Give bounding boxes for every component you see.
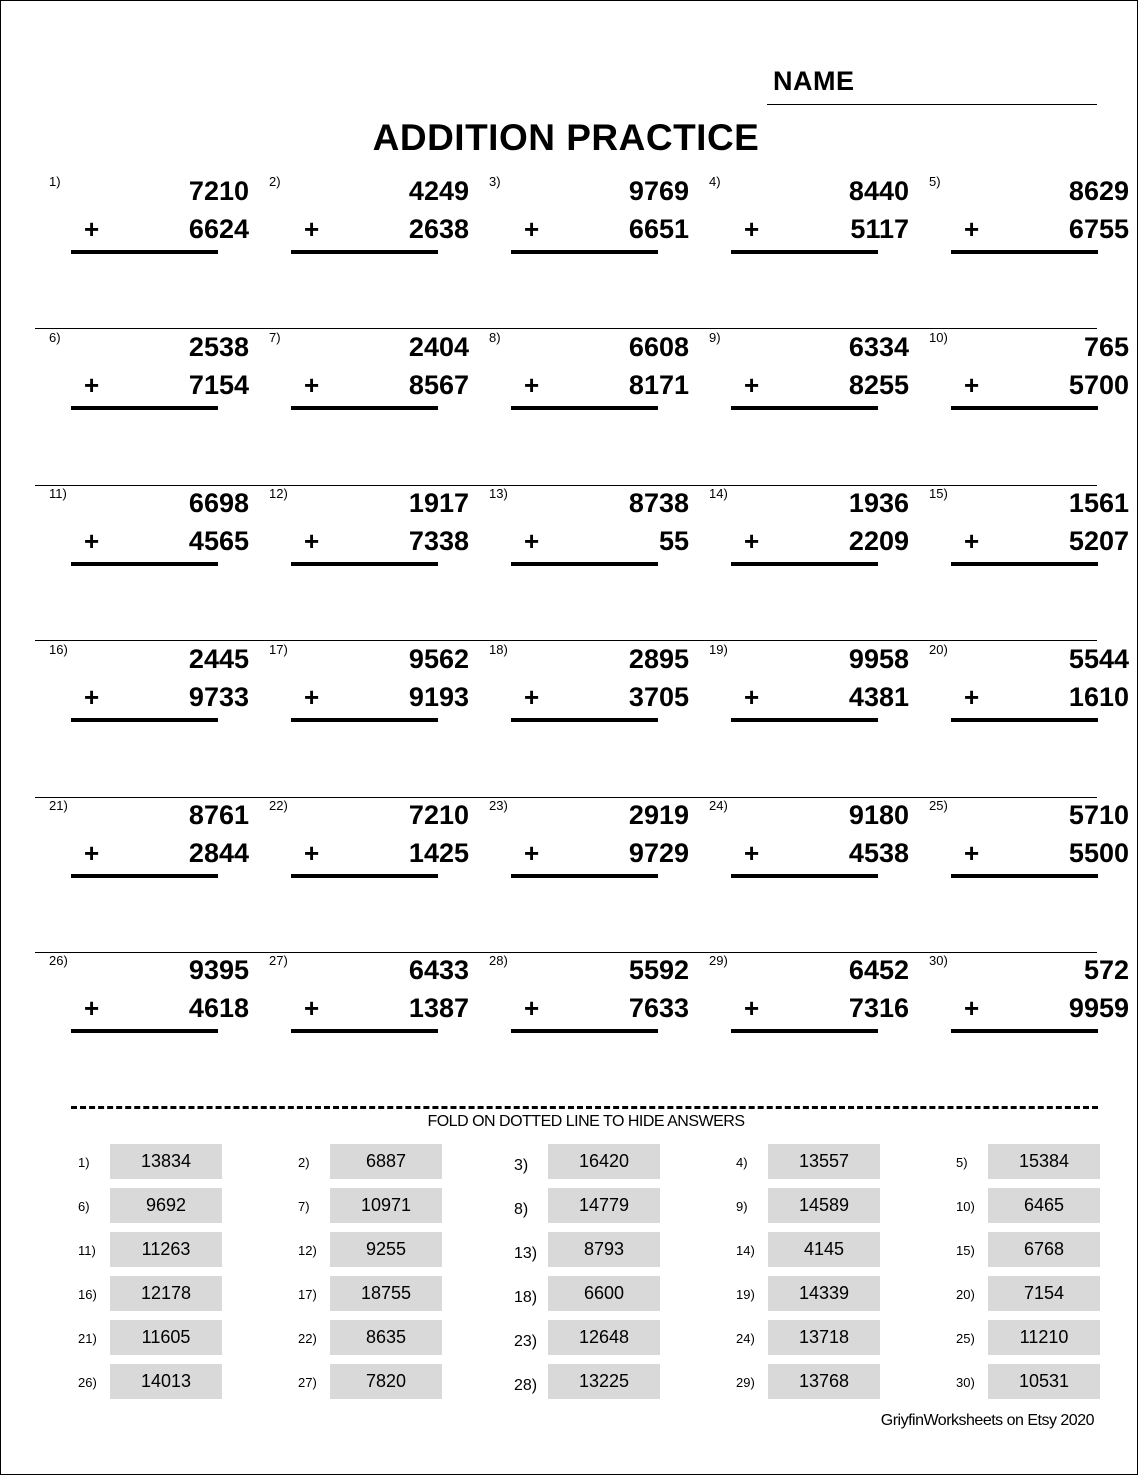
answer-number: 18) (514, 1289, 538, 1306)
bottom-addend: 5117 (850, 214, 909, 244)
bottom-addend: 5500 (1068, 838, 1129, 868)
top-addend: 6698 (188, 488, 249, 518)
top-addend: 7210 (188, 176, 249, 206)
problem-27 (269, 953, 489, 1073)
answer-number: 28) (514, 1377, 538, 1394)
problem-14 (709, 486, 929, 606)
answer-number: 15) (956, 1243, 975, 1258)
answer-value: 10971 (330, 1188, 442, 1223)
bottom-addend: 9733 (188, 682, 249, 712)
answer-number: 26) (78, 1375, 97, 1390)
plus-sign: + (304, 526, 320, 556)
top-addend: 8761 (188, 800, 249, 830)
bottom-addend: 2638 (408, 214, 469, 244)
bottom-addend: 8255 (848, 370, 909, 400)
answer-value: 13718 (768, 1320, 880, 1355)
problem-28 (489, 953, 709, 1073)
problem-number: 11) (49, 486, 67, 501)
plus-sign: + (964, 682, 980, 712)
sum-line (951, 250, 1098, 254)
bottom-addend: 6651 (628, 214, 689, 244)
plus-sign: + (84, 838, 100, 868)
sum-line (951, 874, 1098, 878)
problem-26 (49, 953, 269, 1073)
problem-22 (269, 798, 489, 918)
problem-number: 30) (929, 953, 948, 968)
plus-sign: + (84, 526, 100, 556)
answer-number: 27) (298, 1375, 317, 1390)
answer-number: 20) (956, 1287, 975, 1302)
answer-value: 13557 (768, 1144, 880, 1179)
sum-line (71, 874, 218, 878)
problem-4 (709, 174, 929, 294)
answer-value: 13768 (768, 1364, 880, 1399)
top-addend: 572 (1083, 955, 1129, 985)
sum-line (71, 406, 218, 410)
sum-line (291, 718, 438, 722)
answer-value: 11263 (110, 1232, 222, 1267)
problem-29 (709, 953, 929, 1073)
problem-10 (929, 330, 1140, 450)
sum-line (291, 250, 438, 254)
problem-number: 26) (49, 953, 68, 968)
plus-sign: + (524, 214, 540, 244)
top-addend: 5592 (628, 955, 689, 985)
problem-number: 10) (929, 330, 948, 345)
answer-value: 8793 (548, 1232, 660, 1267)
top-addend: 7210 (408, 800, 469, 830)
bottom-addend: 1610 (1068, 682, 1129, 712)
answer-number: 30) (956, 1375, 975, 1390)
sum-line (731, 874, 878, 878)
answer-value: 8635 (330, 1320, 442, 1355)
sum-line (731, 1029, 878, 1033)
top-addend: 5710 (1068, 800, 1129, 830)
answer-number: 2) (298, 1155, 310, 1170)
problem-number: 6) (49, 330, 61, 345)
bottom-addend: 7154 (188, 370, 249, 400)
problem-number: 17) (269, 642, 288, 657)
plus-sign: + (964, 993, 980, 1023)
problem-number: 27) (269, 953, 288, 968)
top-addend: 9958 (848, 644, 909, 674)
problem-number: 4) (709, 174, 721, 189)
plus-sign: + (84, 993, 100, 1023)
sum-line (951, 406, 1098, 410)
bottom-addend: 1387 (408, 993, 469, 1023)
bottom-addend: 4565 (188, 526, 249, 556)
answer-number: 7) (298, 1199, 310, 1214)
problem-5 (929, 174, 1140, 294)
problem-9 (709, 330, 929, 450)
top-addend: 2538 (188, 332, 249, 362)
top-addend: 8738 (628, 488, 689, 518)
top-addend: 9395 (188, 955, 249, 985)
answer-number: 9) (736, 1199, 748, 1214)
problem-23 (489, 798, 709, 918)
answer-value: 14779 (548, 1188, 660, 1223)
answer-number: 10) (956, 1199, 975, 1214)
plus-sign: + (524, 838, 540, 868)
credit-text: GriyfinWorksheets on Etsy 2020 (880, 1412, 1094, 1429)
sum-line (951, 718, 1098, 722)
answer-number: 19) (736, 1287, 755, 1302)
answer-value: 15384 (988, 1144, 1100, 1179)
answer-value: 14339 (768, 1276, 880, 1311)
problem-number: 8) (489, 330, 501, 345)
sum-line (731, 406, 878, 410)
answer-number: 24) (736, 1331, 755, 1346)
answer-number: 3) (514, 1157, 529, 1174)
top-addend: 6452 (848, 955, 909, 985)
top-addend: 2445 (188, 644, 249, 674)
answer-value: 18755 (330, 1276, 442, 1311)
problem-number: 3) (489, 174, 501, 189)
bottom-addend: 6624 (188, 214, 249, 244)
problem-20 (929, 642, 1140, 762)
problem-7 (269, 330, 489, 450)
problem-number: 9) (709, 330, 721, 345)
sum-line (731, 250, 878, 254)
problem-number: 22) (269, 798, 288, 813)
top-addend: 1936 (848, 488, 909, 518)
row-separator (35, 328, 1097, 329)
plus-sign: + (524, 682, 540, 712)
problem-number: 23) (489, 798, 508, 813)
top-addend: 8440 (848, 176, 909, 206)
name-label: NAME (773, 66, 855, 96)
top-addend: 8629 (1068, 176, 1129, 206)
top-addend: 9180 (848, 800, 909, 830)
top-addend: 5544 (1068, 644, 1129, 674)
bottom-addend: 3705 (628, 682, 689, 712)
answer-number: 29) (736, 1375, 755, 1390)
answer-number: 4) (736, 1155, 748, 1170)
answer-number: 5) (956, 1155, 968, 1170)
bottom-addend: 9959 (1068, 993, 1129, 1023)
bottom-addend: 7316 (848, 993, 909, 1023)
bottom-addend: 55 (658, 526, 689, 556)
top-addend: 6433 (408, 955, 469, 985)
bottom-addend: 9193 (408, 682, 469, 712)
problem-number: 18) (489, 642, 508, 657)
sum-line (71, 1029, 218, 1033)
problem-number: 19) (709, 642, 728, 657)
top-addend: 2919 (628, 800, 689, 830)
sum-line (71, 562, 218, 566)
answer-value: 12178 (110, 1276, 222, 1311)
answer-number: 21) (78, 1331, 97, 1346)
answer-value: 7820 (330, 1364, 442, 1399)
answer-number: 11) (78, 1243, 96, 1258)
page-title: ADDITION PRACTICE (372, 117, 760, 158)
answer-number: 1) (78, 1155, 90, 1170)
problem-21 (49, 798, 269, 918)
sum-line (291, 1029, 438, 1033)
plus-sign: + (304, 838, 320, 868)
top-addend: 9769 (628, 176, 689, 206)
problem-30 (929, 953, 1140, 1073)
problem-25 (929, 798, 1140, 918)
answer-number: 14) (736, 1243, 755, 1258)
answer-number: 6) (78, 1199, 90, 1214)
row-separator (35, 640, 1097, 641)
problem-6 (49, 330, 269, 450)
problem-number: 28) (489, 953, 508, 968)
answer-value: 14589 (768, 1188, 880, 1223)
answer-value: 6465 (988, 1188, 1100, 1223)
top-addend: 6334 (848, 332, 909, 362)
problem-number: 7) (269, 330, 281, 345)
top-addend: 1561 (1068, 488, 1129, 518)
sum-line (511, 250, 658, 254)
plus-sign: + (964, 526, 980, 556)
plus-sign: + (84, 682, 100, 712)
problem-2 (269, 174, 489, 294)
bottom-addend: 4381 (848, 682, 909, 712)
problem-11 (49, 486, 269, 606)
problem-19 (709, 642, 929, 762)
sum-line (291, 874, 438, 878)
bottom-addend: 7633 (628, 993, 689, 1023)
sum-line (291, 406, 438, 410)
sum-line (951, 1029, 1098, 1033)
problem-12 (269, 486, 489, 606)
problem-number: 16) (49, 642, 68, 657)
problem-3 (489, 174, 709, 294)
answer-number: 16) (78, 1287, 97, 1302)
plus-sign: + (964, 838, 980, 868)
sum-line (511, 718, 658, 722)
plus-sign: + (304, 214, 320, 244)
bottom-addend: 2844 (188, 838, 249, 868)
answer-value: 6768 (988, 1232, 1100, 1267)
problem-16 (49, 642, 269, 762)
bottom-addend: 5207 (1068, 526, 1129, 556)
top-addend: 765 (1083, 332, 1129, 362)
answer-number: 22) (298, 1331, 317, 1346)
answer-value: 9692 (110, 1188, 222, 1223)
plus-sign: + (304, 370, 320, 400)
sum-line (731, 718, 878, 722)
bottom-addend: 4618 (188, 993, 249, 1023)
plus-sign: + (744, 838, 760, 868)
sum-line (511, 562, 658, 566)
answer-value: 11605 (110, 1320, 222, 1355)
answer-value: 11210 (988, 1320, 1100, 1355)
plus-sign: + (524, 526, 540, 556)
bottom-addend: 8171 (628, 370, 689, 400)
problem-number: 1) (49, 174, 61, 189)
bottom-addend: 2209 (848, 526, 909, 556)
plus-sign: + (304, 682, 320, 712)
problem-number: 21) (49, 798, 68, 813)
top-addend: 1917 (408, 488, 469, 518)
problem-number: 12) (269, 486, 288, 501)
sum-line (511, 1029, 658, 1033)
problem-18 (489, 642, 709, 762)
answer-value: 13834 (110, 1144, 222, 1179)
answer-number: 25) (956, 1331, 975, 1346)
plus-sign: + (744, 214, 760, 244)
answer-value: 4145 (768, 1232, 880, 1267)
answer-value: 13225 (548, 1364, 660, 1399)
top-addend: 6608 (628, 332, 689, 362)
problem-number: 2) (269, 174, 281, 189)
answer-value: 12648 (548, 1320, 660, 1355)
fold-instruction: FOLD ON DOTTED LINE TO HIDE ANSWERS (427, 1113, 745, 1130)
bottom-addend: 9729 (628, 838, 689, 868)
plus-sign: + (304, 993, 320, 1023)
answer-number: 13) (514, 1245, 538, 1262)
problem-number: 15) (929, 486, 948, 501)
plus-sign: + (744, 682, 760, 712)
bottom-addend: 4538 (848, 838, 909, 868)
problem-number: 29) (709, 953, 728, 968)
bottom-addend: 5700 (1068, 370, 1129, 400)
plus-sign: + (744, 993, 760, 1023)
problem-number: 25) (929, 798, 948, 813)
sum-line (71, 718, 218, 722)
top-addend: 4249 (408, 176, 469, 206)
sum-line (731, 562, 878, 566)
problem-8 (489, 330, 709, 450)
answer-value: 16420 (548, 1144, 660, 1179)
bottom-addend: 7338 (408, 526, 469, 556)
plus-sign: + (744, 370, 760, 400)
problem-number: 5) (929, 174, 941, 189)
problem-number: 20) (929, 642, 948, 657)
plus-sign: + (524, 993, 540, 1023)
answer-value: 6887 (330, 1144, 442, 1179)
problem-15 (929, 486, 1140, 606)
sum-line (291, 562, 438, 566)
bottom-addend: 1425 (408, 838, 469, 868)
problem-13 (489, 486, 709, 606)
answer-value: 7154 (988, 1276, 1100, 1311)
top-addend: 2404 (408, 332, 469, 362)
answer-number: 17) (298, 1287, 317, 1302)
top-addend: 9562 (408, 644, 469, 674)
bottom-addend: 6755 (1068, 214, 1129, 244)
problem-24 (709, 798, 929, 918)
plus-sign: + (84, 214, 100, 244)
fold-dotted-line (71, 1106, 1098, 1109)
problem-number: 24) (709, 798, 728, 813)
answer-value: 10531 (988, 1364, 1100, 1399)
plus-sign: + (524, 370, 540, 400)
sum-line (511, 406, 658, 410)
answer-number: 23) (514, 1333, 538, 1350)
problem-number: 13) (489, 486, 508, 501)
bottom-addend: 8567 (408, 370, 469, 400)
answer-value: 6600 (548, 1276, 660, 1311)
plus-sign: + (84, 370, 100, 400)
plus-sign: + (964, 370, 980, 400)
sum-line (511, 874, 658, 878)
answer-value: 14013 (110, 1364, 222, 1399)
answer-number: 8) (514, 1201, 529, 1218)
answer-value: 9255 (330, 1232, 442, 1267)
answer-number: 12) (298, 1243, 317, 1258)
top-addend: 2895 (628, 644, 689, 674)
plus-sign: + (964, 214, 980, 244)
problem-1 (49, 174, 269, 294)
problem-number: 14) (709, 486, 728, 501)
sum-line (951, 562, 1098, 566)
problem-17 (269, 642, 489, 762)
plus-sign: + (744, 526, 760, 556)
sum-line (71, 250, 218, 254)
